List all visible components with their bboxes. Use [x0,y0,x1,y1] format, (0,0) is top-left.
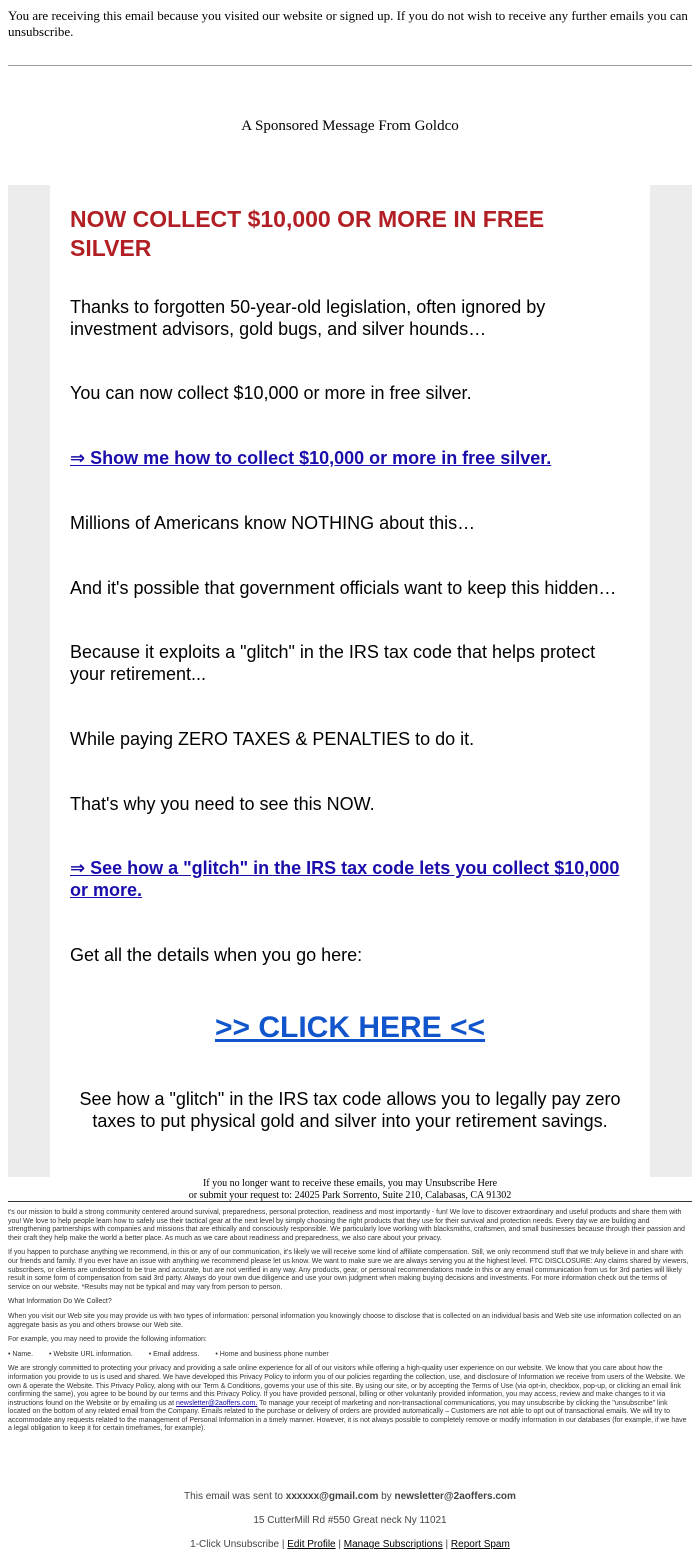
legal-paragraph [8,1365,690,1434]
sender-email: newsletter@2aoffers.com [394,1491,516,1502]
divider [8,65,692,66]
separator: | [445,1539,449,1550]
ad-paragraph: That's why you need to see this NOW. [70,794,375,814]
ad-paragraph: Because it exploits a "glitch" in the IRS tax code that helps protect your retirement... [70,642,596,684]
divider [8,1201,692,1202]
ad-headline: NOW COLLECT $10,000 OR MORE IN FREE SILVER [70,206,545,261]
ad-paragraph: Thanks to forgotten 50-year-old legislation, often ignored by investment advisors, gold bugs, and silver hounds… [70,297,546,339]
footer-links [0,1539,700,1550]
show-me-how-link[interactable]: ⇒ Show me how to collect $10,000 or more in free silver. [70,448,552,468]
ad-paragraph: While paying ZERO TAXES & PENALTIES to do it. [70,729,475,749]
legal-paragraph: If you happen to purchase anything we recommend, in this or any of our communication, it's likely we will receive some kind of affiliate compensation. Still, we only recommend stuff that we truly believe in and share with our friends and family. If you ever have an issue with anything we recommend please let us know. We want to make sure we are always serving you at the highest level. FTC DISCLOSURE: Any claims shared by viewers, subscribers, or clients are understood to be true and accurate, but are not verified in any way. Any products, gear, or personal recommendations made in this or any email communication from us for 3rd parties will likely result in some form of compensation from said 3rd party. Always do your own due diligence and use your own judgment when making buying decisions and investments. For more information check out the terms of service on our website. *Results may not be typical and may vary from person to person. [8,1249,689,1291]
legal-paragraph: t's our mission to build a strong community centered around survival, preparedness, personal protection, readiness and most importantly - fun! We love to discover extraordinary and useful products and share them with you! We love to help people learn how to safely use their tactical gear at the next level by simply choosing the right products that they use for their survival and protection needs. Every day we are building and strengthening partnerships with companies and missions that are ethically and consciously responsible. We particularly love working with blacksmiths, craftsmen, and small businesses because through their passion and their craft they help make the world a better place. As much as we care about readiness and preparedness, we also care about your privacy. [8,1209,685,1242]
legal-text [8,1209,690,1440]
ad-paragraph: You can now collect $10,000 or more in free silver. [70,383,472,403]
newsletter-email-link[interactable]: newsletter@2aoffers.com. [175,1399,258,1407]
unsubscribe-line[interactable]: If you no longer want to receive these emails, you may Unsubscribe Here [202,1178,498,1189]
ad-paragraph: Get all the details when you go here: [70,945,363,965]
ad-closing-text: See how a "glitch" in the IRS tax code allows you to legally pay zero taxes to put physical gold and silver into your retirement savings. [79,1089,621,1131]
subscription-notice: You are receiving this email because you visited our website or signed up. If you do not wish to receive any further emails you can unsubscribe. [8,8,688,39]
separator: | [281,1539,285,1550]
info-list [8,1351,690,1360]
unsubscribe-notice [0,1178,700,1202]
postal-address-line: or submit your request to: 24025 Park Sorrento, Suite 210, Calabasas, CA 91302 [188,1190,512,1201]
legal-paragraph: When you visit our Web site you may provide us with two types of information: personal information you knowingly choose to disclose that is collected on an individual basis and Web site use information collected on an aggregate basis as you and others browse our Web site. [8,1312,681,1329]
report-spam-link[interactable]: Report Spam [450,1539,510,1550]
see-how-glitch-link[interactable]: ⇒ See how a "glitch" in the IRS tax code lets you collect $10,000 or more. [70,858,620,900]
ad-paragraph: And it's possible that government officials want to keep this hidden… [70,578,617,598]
sent-to-line [0,1491,700,1502]
click-here-button[interactable]: >> CLICK HERE << [214,1011,486,1044]
separator: | [338,1539,341,1550]
by-text: by [381,1491,392,1502]
legal-heading: What Information Do We Collect? [8,1298,112,1306]
list-item: • Name. [8,1350,34,1358]
ad-paragraph: Millions of Americans know NOTHING about this… [70,513,476,533]
list-item: • Home and business phone number [215,1350,329,1358]
privacy-text: We are strongly committed to protecting your privacy and providing a safe online experience for all of our visitors while offering a high-quality user experience on our website. We know that you care about how the information you provide to us is used and shared. We have developed this Privacy Policy to inform you of our policies regarding the collection, use, and disclosure of Information we receive from users of the Website. We own & operate the Website. This Privacy Policy, along with our Term & Conditions, governs your use of this site. By using our site, or by accepting the Terms of Use (via opt-in, checkbox, pop-up, or clicking an email link confirming the same), you agree to be bound by our terms and this Privacy Policy. If you have provided personal, billing or other voluntarily provided information, you may access, review and make changes to it via instructions found on the Website or by emailing us at [8,1365,686,1407]
list-item: • Website URL information. [48,1350,133,1358]
sender-address: 15 CutterMill Rd #550 Great neck Ny 11021 [253,1515,447,1526]
legal-paragraph: For example, you may need to provide the following information: [8,1336,207,1344]
edit-profile-link[interactable]: Edit Profile [287,1539,336,1550]
recipient-email: xxxxxx@gmail.com [285,1491,379,1502]
sponsor-line: A Sponsored Message From Goldco [241,118,459,134]
privacy-text-cont: To manage your receipt of marketing and non-transactional communications, you may unsubscribe by clicking the "unsubscribe" link located on the bottom of any related email from the Company. Emails related to the purchase or delivery of orders are provided automatically – Customers are not able to opt out of transactional emails. We will try to accommodate any requests related to the management of Personal Information in a timely manner. However, it is not always possible to completely remove or modify information in our databases (for example, if we have a legal obligation to keep it for certain timeframes, for example). [8,1399,687,1433]
list-item: • Email address. [148,1350,200,1358]
sent-prefix: This email was sent to [184,1491,283,1502]
manage-subscriptions-link[interactable]: Manage Subscriptions [343,1539,443,1550]
one-click-unsubscribe[interactable]: 1-Click Unsubscribe [190,1539,280,1550]
